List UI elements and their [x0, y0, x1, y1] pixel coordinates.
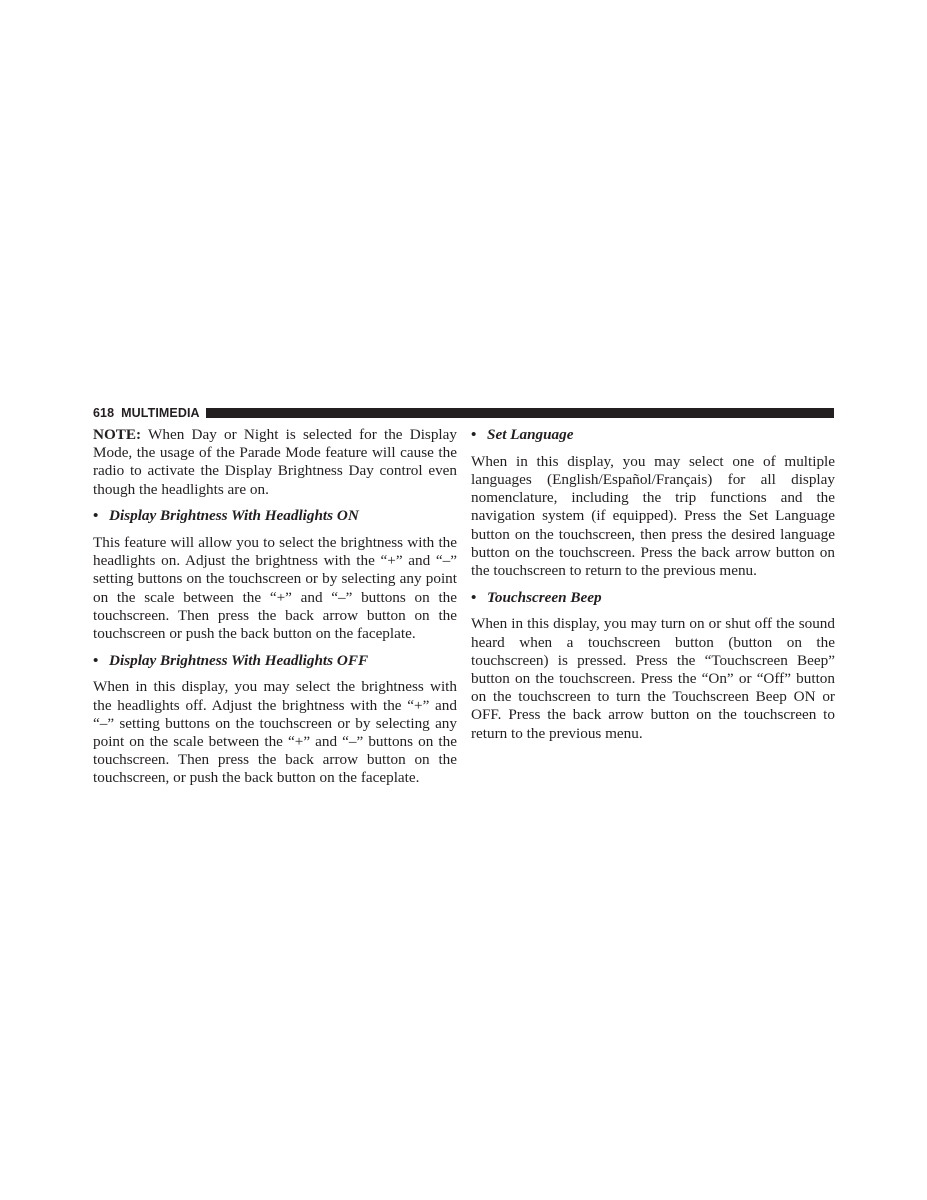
touchscreen-beep-paragraph: When in this display, you may turn on or shut off the sound heard when a touchscreen button (button on the touchscreen) is pressed. Press the “Touchscreen Beep” button on the touchscreen. Press the “On” or “Off” button on the touchscreen to turn the Touchscreen Beep ON or OFF. Press the back arrow button on the touchscreen to return to the previous menu.	[471, 615, 835, 742]
bullet-title: Set Language	[487, 426, 574, 443]
headlights-off-paragraph: When in this display, you may select the brightness with the headlights off. Adjust the brightness with the “+” and “–” setting buttons on the touchscreen or by selecting any point on the scale between the “+” and “–” buttons on the touchscreen. Then press the back arrow button on the touchscreen, or push the back button on the faceplate.	[93, 678, 457, 787]
bullet-dot-icon: •	[93, 507, 99, 525]
set-language-paragraph: When in this display, you may select one of multiple languages (English/Español/Français) for all display nomenclature, including the trip functions and the navigation system (if equipped). Press the Set Language button on the touchscreen, then press the desired language button on the touchscreen. Press the back arrow button on the touchscreen to return to the previous menu.	[471, 452, 835, 579]
bullet-dot-icon: •	[471, 426, 477, 443]
section-title: MULTIMEDIA	[121, 406, 200, 420]
bullet-dot-icon: •	[471, 588, 477, 606]
bullet-headlights-off	[93, 652, 457, 670]
bullet-title: Display Brightness With Headlights OFF	[109, 651, 369, 669]
bullet-set-language	[471, 426, 835, 444]
note-paragraph	[93, 426, 457, 499]
right-column	[471, 426, 835, 743]
bullet-dot-icon: •	[93, 651, 99, 669]
bullet-touchscreen-beep	[471, 589, 835, 607]
page-number: 618	[93, 406, 115, 420]
headlights-on-paragraph: This feature will allow you to select the brightness with the headlights on. Adjust the brightness with the “+” and “–” setting buttons on the touchscreen or by selecting any point on the scale between the “+” and “–” buttons on the touchscreen. Then press the back arrow button on the touchscreen or push the back button on the faceplate.	[93, 534, 457, 643]
note-text: When Day or Night is selected for the Display Mode, the usage of the Parade Mode feature will cause the radio to activate the Display Brightness Day control even though the headlights are on.	[93, 426, 457, 498]
page-header	[93, 405, 834, 421]
bullet-title: Display Brightness With Headlights ON	[109, 507, 359, 525]
bullet-title: Touchscreen Beep	[487, 588, 602, 606]
left-column	[93, 426, 457, 788]
note-label: NOTE:	[93, 426, 142, 443]
header-rule	[206, 408, 834, 418]
bullet-headlights-on	[93, 507, 457, 525]
